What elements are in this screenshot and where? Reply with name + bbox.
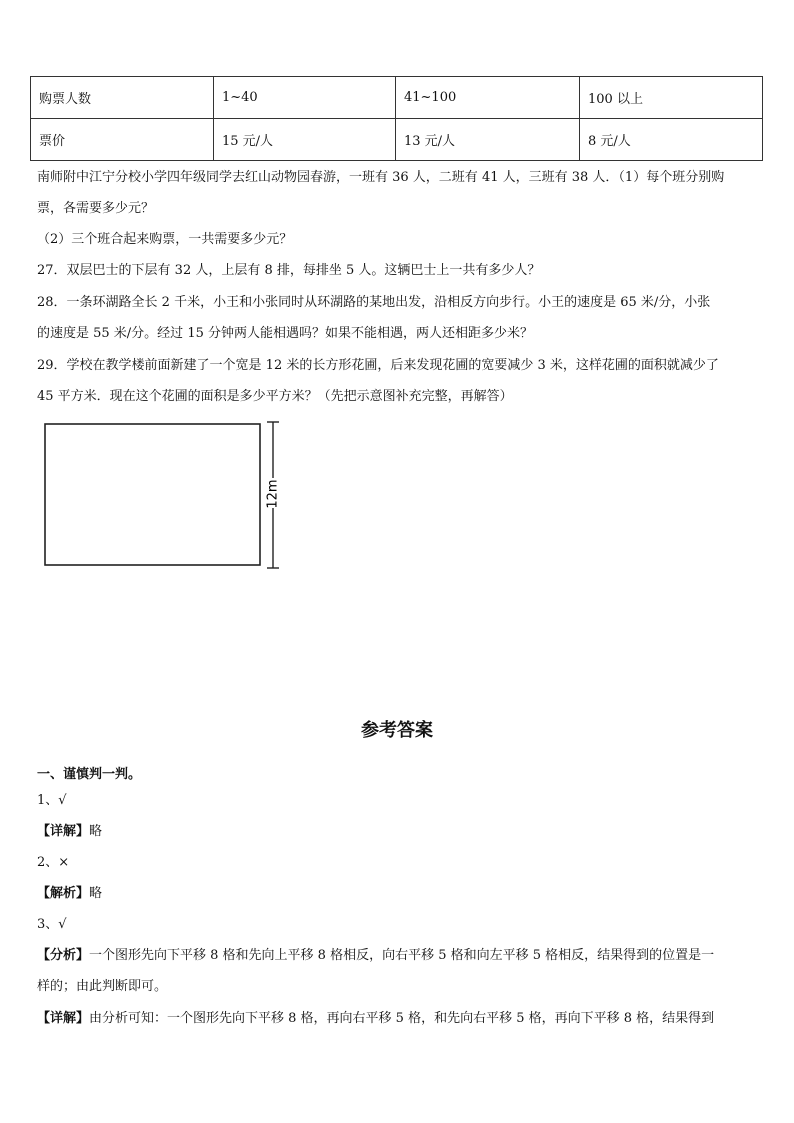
answer-1-detail [37,824,102,840]
analysis-text: 一个图形先向下平移 8 格和先向上平移 8 格相反，向右平移 5 格和向左平移 5 格相反，结果得到的位置是一 [89,948,715,963]
question-29-line-1: 29．学校在教学楼前面新建了一个宽是 12 米的长方形花圃，后来发现花圃的宽要减少 3 米，这样花圃的面积就减少了 [37,358,719,373]
table-cell: 8 元/人 [580,119,763,161]
question-28-line-2: 的速度是 55 米/分。经过 15 分钟两人能相遇吗？如果不能相遇，两人还相距多少米？ [37,326,533,341]
question-28-line-1: 28．一条环湖路全长 2 千米，小王和小张同时从环湖路的某地出发，沿相反方向步行。小王的速度是 65 米/分，小张 [37,295,711,310]
table-row [31,77,763,119]
detail-text: 略 [89,824,103,839]
table-cell: 100 以上 [580,77,763,119]
table-cell: 15 元/人 [214,119,396,161]
garden-diagram [40,418,290,578]
analysis-tag: 【分析】 [37,948,90,963]
answer-3-detail [37,1011,714,1027]
dimension-label: 12m [265,479,281,509]
table-cell: 1~40 [214,77,396,119]
section-heading: 一、谨慎判一判。 [37,767,142,782]
question-26-line-1: 南师附中江宁分校小学四年级同学去红山动物园春游，一班有 36 人，二班有 41 人，三班有 38 人．（1）每个班分别购 [37,170,725,185]
answer-2: 2、× [37,855,70,870]
garden-rectangle [45,424,260,565]
answer-1: 1、√ [37,793,67,808]
table-cell: 41~100 [396,77,580,119]
table-cell: 购票人数 [31,77,214,119]
question-26-line-2: 票，各需要多少元？ [37,201,155,216]
table-row [31,119,763,161]
table-cell: 13 元/人 [396,119,580,161]
answers-title: 参考答案 [361,720,433,741]
detail-text: 由分析可知：一个图形先向下平移 8 格，再向右平移 5 格，和先向右平移 5 格，再向下平移 8 格，结果得到 [89,1011,715,1026]
answer-3-analysis-line-2: 样的；由此判断即可。 [37,979,168,994]
answer-3: 3、√ [37,917,67,932]
analysis-tag: 【解析】 [37,886,90,901]
detail-tag: 【详解】 [37,1011,90,1026]
answer-2-analysis [37,886,102,902]
ticket-price-table [30,76,763,161]
question-26-line-3: （2）三个班合起来购票，一共需要多少元？ [37,232,293,247]
question-27: 27．双层巴士的下层有 32 人，上层有 8 排，每排坐 5 人。这辆巴士上一共有多少人？ [37,263,541,278]
analysis-text: 略 [89,886,103,901]
answer-3-analysis-line-1 [37,948,714,964]
table-cell: 票价 [31,119,214,161]
detail-tag: 【详解】 [37,824,90,839]
question-29-line-2: 45 平方米．现在这个花圃的面积是多少平方米？（先把示意图补充完整，再解答） [37,389,513,404]
